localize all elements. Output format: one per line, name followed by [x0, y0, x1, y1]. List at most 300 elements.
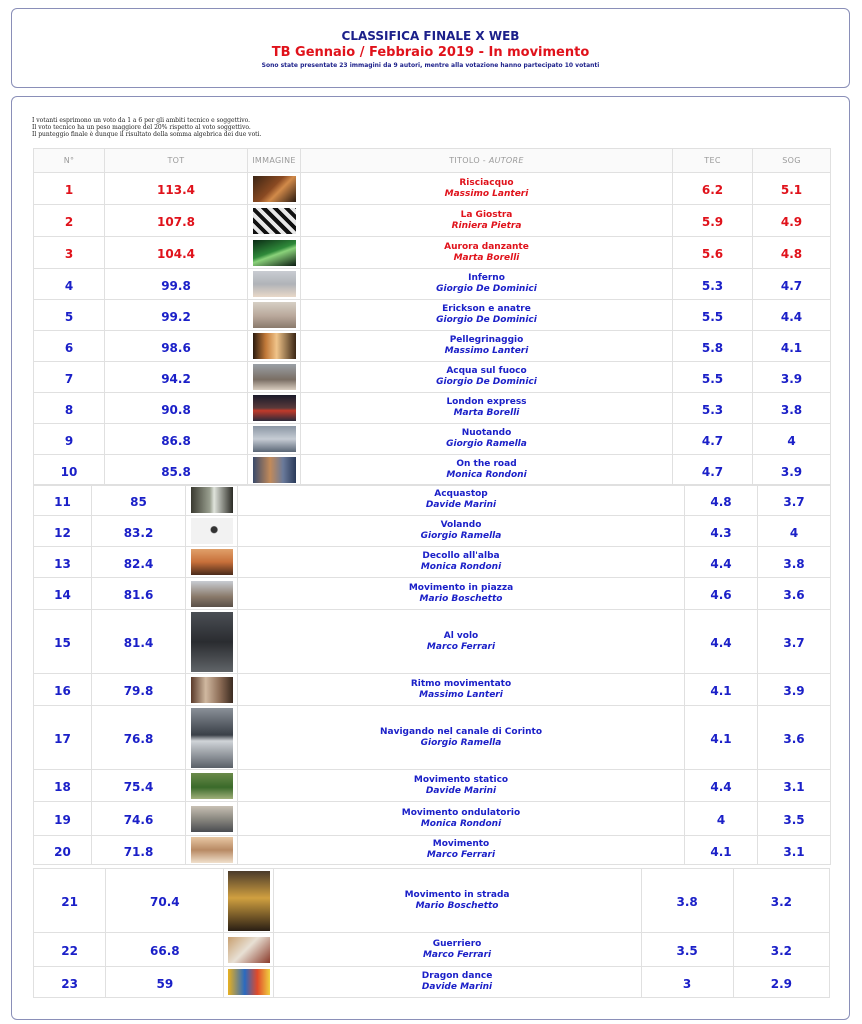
tec-score: 5.3 [701, 402, 724, 417]
tec-score: 4.7 [701, 464, 724, 479]
title-cell [273, 967, 641, 998]
pos-cell [34, 205, 105, 237]
sog-cell [758, 578, 831, 610]
title-cell [238, 674, 685, 706]
tec-score: 3.5 [676, 944, 698, 958]
title-cell [301, 455, 673, 486]
image-cell[interactable] [248, 331, 301, 362]
ranking-row [34, 205, 831, 237]
tec-score: 4.3 [710, 525, 732, 540]
tec-cell [685, 578, 758, 610]
sog-score: 3.9 [780, 371, 803, 386]
tec-cell [685, 802, 758, 836]
title-cell [238, 485, 685, 516]
sog-cell [758, 516, 831, 547]
photo-author: Davide Marini [425, 500, 497, 510]
rank-number: 18 [54, 780, 71, 794]
sog-cell [758, 610, 831, 674]
photo-title: Movimento ondulatorio [401, 807, 521, 818]
sog-cell [733, 869, 829, 933]
sog-cell [753, 269, 831, 300]
total-score: 113.4 [157, 183, 195, 197]
tec-score: 5.5 [701, 309, 724, 324]
tot-cell [92, 706, 186, 770]
tec-cell [673, 205, 753, 237]
title-cell [301, 237, 673, 269]
sog-score: 3.2 [770, 895, 792, 909]
sog-score: 4.7 [780, 278, 803, 293]
ranking-row [34, 933, 830, 967]
photo-thumbnail[interactable] [253, 208, 296, 234]
total-score: 104.4 [157, 247, 195, 261]
sog-cell [753, 173, 831, 205]
photo-thumbnail[interactable] [191, 487, 233, 513]
rank-number: 9 [64, 433, 74, 448]
photo-title: On the road [456, 459, 517, 469]
tec-cell [685, 610, 758, 674]
photo-author: Davide Marini [421, 982, 493, 992]
header-image: IMMAGINE [248, 149, 301, 173]
total-score: 85.8 [161, 464, 191, 479]
tot-cell [92, 836, 186, 865]
pos-cell [34, 933, 106, 967]
total-score: 99.8 [161, 278, 191, 293]
image-cell[interactable] [248, 300, 301, 331]
tec-cell [641, 869, 733, 933]
tot-cell [105, 173, 248, 205]
ranking-row [34, 485, 831, 516]
image-cell[interactable] [248, 424, 301, 455]
photo-thumbnail[interactable] [253, 240, 296, 266]
ranking-row [34, 802, 831, 836]
ranking-row [34, 547, 831, 578]
total-score: 107.8 [157, 215, 195, 229]
ranking-row [34, 770, 831, 802]
image-cell[interactable] [186, 802, 238, 836]
photo-thumbnail[interactable] [191, 549, 233, 575]
sog-cell [733, 933, 829, 967]
photo-author: Marta Borelli [453, 408, 520, 418]
pos-cell [34, 516, 92, 547]
voting-note-line: I votanti esprimono un voto da 1 a 6 per gli ambiti tecnico e soggettivo. [32, 117, 251, 124]
pos-cell [34, 674, 92, 706]
pos-cell [34, 967, 106, 998]
photo-author: Monica Rondoni [420, 818, 502, 829]
tot-cell [92, 610, 186, 674]
pos-cell [34, 269, 105, 300]
photo-thumbnail[interactable] [253, 271, 296, 297]
photo-title: Al volo [443, 630, 479, 641]
sog-cell [758, 836, 831, 865]
tec-cell [673, 362, 753, 393]
pos-cell [34, 836, 92, 865]
ranking-row [34, 455, 831, 486]
tot-cell [106, 967, 224, 998]
title-cell [238, 547, 685, 578]
total-score: 81.4 [123, 636, 154, 650]
image-cell[interactable] [248, 455, 301, 486]
ranking-row [34, 300, 831, 331]
photo-author: Mario Boschetto [419, 593, 503, 604]
tot-cell [106, 933, 224, 967]
photo-author: Monica Rondoni [446, 470, 527, 480]
sog-cell [753, 424, 831, 455]
sog-score: 3.6 [783, 588, 805, 602]
sog-cell [753, 455, 831, 486]
rank-number: 19 [54, 813, 71, 827]
image-cell[interactable] [186, 516, 238, 547]
photo-thumbnail[interactable] [191, 677, 233, 703]
tec-cell [685, 770, 758, 802]
image-cell[interactable] [186, 674, 238, 706]
header-sog: SOG [753, 149, 831, 173]
tot-cell [105, 331, 248, 362]
tec-cell [673, 173, 753, 205]
photo-thumbnail[interactable] [191, 581, 233, 607]
photo-author: Monica Rondoni [420, 562, 502, 572]
photo-thumbnail[interactable] [191, 612, 233, 672]
header-tec: TEC [673, 149, 753, 173]
photo-title: Acquastop [434, 489, 488, 499]
rank-number: 1 [64, 183, 74, 197]
sog-score: 5.1 [780, 183, 803, 197]
rank-number: 16 [54, 684, 71, 698]
title-cell [238, 802, 685, 836]
photo-thumbnail[interactable] [191, 806, 233, 832]
total-score: 86.8 [161, 433, 191, 448]
tec-score: 5.9 [701, 215, 724, 229]
tec-cell [685, 706, 758, 770]
rank-number: 22 [61, 944, 78, 958]
pos-cell [34, 455, 105, 486]
tec-score: 5.6 [701, 247, 724, 261]
table-header [34, 149, 831, 173]
total-score: 98.6 [161, 340, 191, 355]
image-cell[interactable] [186, 706, 238, 770]
page-subtitle: TB Gennaio / Febbraio 2019 - In movimento [271, 45, 590, 60]
total-score: 71.8 [123, 844, 154, 859]
sog-cell [753, 205, 831, 237]
tec-score: 4.7 [701, 433, 724, 448]
voting-note-line: Il punteggio finale è dunque il risultato della somma algebrica dei due voti. [32, 131, 262, 138]
photo-author: Massimo Lanteri [444, 346, 529, 356]
ranking-row [34, 362, 831, 393]
tec-cell [685, 836, 758, 865]
header-panel [11, 8, 850, 88]
rank-number: 5 [64, 309, 74, 324]
tec-score: 6.2 [701, 183, 724, 197]
ranking-row [34, 331, 831, 362]
title-cell [301, 205, 673, 237]
tec-cell [685, 485, 758, 516]
photo-thumbnail[interactable] [253, 333, 296, 359]
tot-cell [106, 869, 224, 933]
tot-cell [105, 205, 248, 237]
pos-cell [34, 869, 106, 933]
rank-number: 15 [54, 636, 71, 650]
title-cell [238, 578, 685, 610]
photo-author: Davide Marini [425, 785, 497, 796]
sog-score: 4.9 [780, 215, 803, 229]
photo-title: Aurora danzante [444, 241, 529, 252]
sog-score: 3.8 [783, 556, 805, 571]
title-cell [301, 173, 673, 205]
photo-thumbnail[interactable] [253, 395, 296, 421]
image-cell[interactable] [224, 869, 273, 933]
header-tot: TOT [105, 149, 248, 173]
pos-cell [34, 173, 105, 205]
tec-cell [685, 516, 758, 547]
photo-title: Inferno [468, 273, 505, 283]
tec-score: 4.4 [710, 636, 732, 650]
photo-thumbnail[interactable] [253, 457, 296, 483]
tot-cell [92, 516, 186, 547]
image-cell[interactable] [248, 269, 301, 300]
sog-score: 4.4 [780, 309, 803, 324]
photo-thumbnail[interactable] [228, 969, 270, 995]
image-cell[interactable] [248, 173, 301, 205]
image-cell[interactable] [186, 578, 238, 610]
image-cell[interactable] [248, 205, 301, 237]
photo-author: Massimo Lanteri [419, 689, 503, 700]
sog-cell [758, 674, 831, 706]
tec-score: 5.3 [701, 278, 724, 293]
photo-thumbnail[interactable] [253, 302, 296, 328]
image-cell[interactable] [224, 933, 273, 967]
tot-cell [92, 802, 186, 836]
photo-title: Erickson e anatre [442, 304, 531, 314]
sog-score: 3.7 [783, 636, 805, 650]
photo-author: Giorgio Ramella [420, 737, 502, 748]
total-score: 82.4 [123, 556, 154, 571]
photo-title: Guerriero [432, 938, 482, 949]
rank-number: 2 [64, 215, 74, 229]
sog-cell [758, 770, 831, 802]
pos-cell [34, 424, 105, 455]
title-cell [238, 836, 685, 865]
header-pos: N° [34, 149, 105, 173]
total-score: 99.2 [161, 309, 191, 324]
tec-score: 4.1 [710, 684, 732, 698]
tec-score: 3.8 [676, 895, 698, 909]
total-score: 85 [130, 494, 147, 509]
photo-title: Movimento in strada [404, 889, 510, 900]
photo-title: Navigando nel canale di Corinto [379, 726, 543, 737]
title-cell [238, 516, 685, 547]
sog-score: 2.9 [770, 976, 792, 991]
ranking-row [34, 869, 830, 933]
image-cell[interactable] [186, 610, 238, 674]
sog-cell [758, 547, 831, 578]
tec-score: 4.6 [710, 588, 732, 602]
photo-author: Marco Ferrari [426, 641, 496, 652]
voting-note-line: Il voto tecnico ha un peso maggiore del 20% rispetto al voto soggettivo. [32, 124, 251, 131]
total-score: 90.8 [161, 402, 191, 417]
photo-title: Pellegrinaggio [449, 335, 524, 345]
total-score: 75.4 [123, 780, 154, 794]
ranking-row [34, 516, 831, 547]
rank-number: 21 [61, 895, 78, 909]
ranking-row [34, 173, 831, 205]
pos-cell [34, 802, 92, 836]
photo-author: Marco Ferrari [422, 949, 492, 960]
tot-cell [92, 547, 186, 578]
photo-author: Marta Borelli [453, 252, 520, 263]
photo-thumbnail[interactable] [191, 837, 233, 863]
sog-score: 3.5 [783, 813, 805, 827]
photo-thumbnail[interactable] [253, 426, 296, 452]
tec-cell [673, 237, 753, 269]
sog-score: 3.9 [780, 464, 803, 479]
total-score: 79.8 [123, 684, 154, 698]
tec-cell [673, 331, 753, 362]
rank-number: 17 [54, 732, 71, 746]
sog-score: 4 [787, 433, 796, 448]
ranking-table-3 [33, 868, 830, 998]
rank-number: 13 [54, 556, 71, 571]
sog-score: 3.6 [783, 732, 805, 746]
total-score: 66.8 [150, 944, 180, 958]
tec-cell [641, 933, 733, 967]
photo-title: La Giostra [460, 209, 513, 220]
pos-cell [34, 485, 92, 516]
title-cell [273, 933, 641, 967]
tec-cell [685, 674, 758, 706]
tot-cell [105, 393, 248, 424]
sog-score: 3.1 [783, 780, 805, 794]
sog-cell [758, 706, 831, 770]
ranking-row [34, 393, 831, 424]
tec-score: 4.1 [710, 844, 732, 859]
photo-thumbnail[interactable] [253, 364, 296, 390]
total-score: 59 [156, 976, 174, 991]
tec-cell [685, 547, 758, 578]
title-cell [301, 393, 673, 424]
sog-cell [753, 393, 831, 424]
sog-cell [753, 331, 831, 362]
pos-cell [34, 237, 105, 269]
pos-cell [34, 362, 105, 393]
sog-cell [753, 362, 831, 393]
photo-title: Acqua sul fuoco [446, 366, 527, 376]
ranking-row [34, 237, 831, 269]
title-cell [238, 610, 685, 674]
rank-number: 8 [64, 402, 74, 417]
ranking-row [34, 967, 830, 998]
sog-score: 3.9 [783, 684, 805, 698]
tot-cell [105, 269, 248, 300]
title-cell [301, 362, 673, 393]
header-title-label: TITOLO - [449, 156, 489, 165]
pos-cell [34, 393, 105, 424]
tec-cell [641, 967, 733, 998]
sog-cell [733, 967, 829, 998]
sog-score: 3.1 [783, 844, 805, 859]
photo-title: Movimento [432, 839, 490, 849]
pos-cell [34, 578, 92, 610]
pos-cell [34, 547, 92, 578]
photo-title: London express [446, 397, 527, 407]
photo-thumbnail[interactable] [228, 937, 270, 963]
ranking-panel [11, 96, 850, 1020]
pos-cell [34, 770, 92, 802]
photo-thumbnail[interactable] [191, 773, 233, 799]
tec-score: 3 [682, 976, 692, 991]
tot-cell [105, 424, 248, 455]
image-cell[interactable] [248, 393, 301, 424]
image-cell[interactable] [186, 485, 238, 516]
rank-number: 3 [64, 247, 74, 261]
photo-author: Giorgio Ramella [420, 531, 502, 541]
tec-score: 4.8 [710, 494, 732, 509]
title-cell [301, 331, 673, 362]
image-cell[interactable] [224, 967, 273, 998]
sog-score: 4 [789, 525, 799, 540]
pos-cell [34, 706, 92, 770]
rank-number: 7 [64, 371, 74, 386]
total-score: 74.6 [123, 813, 154, 827]
photo-thumbnail[interactable] [228, 871, 270, 931]
total-score: 76.8 [123, 732, 154, 746]
title-cell [238, 706, 685, 770]
image-cell[interactable] [248, 362, 301, 393]
image-cell[interactable] [186, 836, 238, 865]
pos-cell [34, 300, 105, 331]
sog-cell [758, 802, 831, 836]
photo-title: Risciacquo [459, 177, 514, 188]
photo-author: Massimo Lanteri [444, 188, 529, 199]
title-cell [301, 424, 673, 455]
photo-author: Giorgio De Dominici [436, 284, 537, 294]
pos-cell [34, 610, 92, 674]
tec-cell [673, 424, 753, 455]
ranking-table-1 [33, 148, 831, 486]
title-cell [273, 869, 641, 933]
photo-author: Giorgio De Dominici [436, 315, 537, 325]
sog-cell [758, 485, 831, 516]
ranking-row [34, 269, 831, 300]
ranking-row [34, 674, 831, 706]
photo-thumbnail[interactable] [191, 518, 233, 544]
pos-cell [34, 331, 105, 362]
sog-score: 3.2 [770, 944, 792, 958]
tot-cell [92, 578, 186, 610]
header-author-label: AUTORE [488, 156, 524, 165]
ranking-row [34, 706, 831, 770]
photo-author: Giorgio De Dominici [436, 377, 537, 387]
title-cell [238, 770, 685, 802]
photo-thumbnail[interactable] [253, 176, 296, 202]
tec-cell [673, 269, 753, 300]
photo-thumbnail[interactable] [191, 708, 233, 768]
image-cell[interactable] [248, 237, 301, 269]
ranking-row [34, 424, 831, 455]
ranking-table-2 [33, 484, 831, 865]
tot-cell [105, 300, 248, 331]
photo-title: Movimento in piazza [408, 582, 514, 593]
tec-score: 5.5 [701, 371, 724, 386]
rank-number: 14 [54, 588, 71, 602]
image-cell[interactable] [186, 547, 238, 578]
rank-number: 11 [54, 494, 71, 509]
photo-author: Mario Boschetto [415, 900, 499, 911]
sog-cell [753, 300, 831, 331]
total-score: 94.2 [161, 371, 191, 386]
tec-cell [673, 455, 753, 486]
image-cell[interactable] [186, 770, 238, 802]
tec-score: 4.4 [710, 780, 732, 794]
participation-note: Sono state presentate 23 immagini da 9 autori, mentre alla votazione hanno partecipato 10 votanti [261, 62, 600, 69]
